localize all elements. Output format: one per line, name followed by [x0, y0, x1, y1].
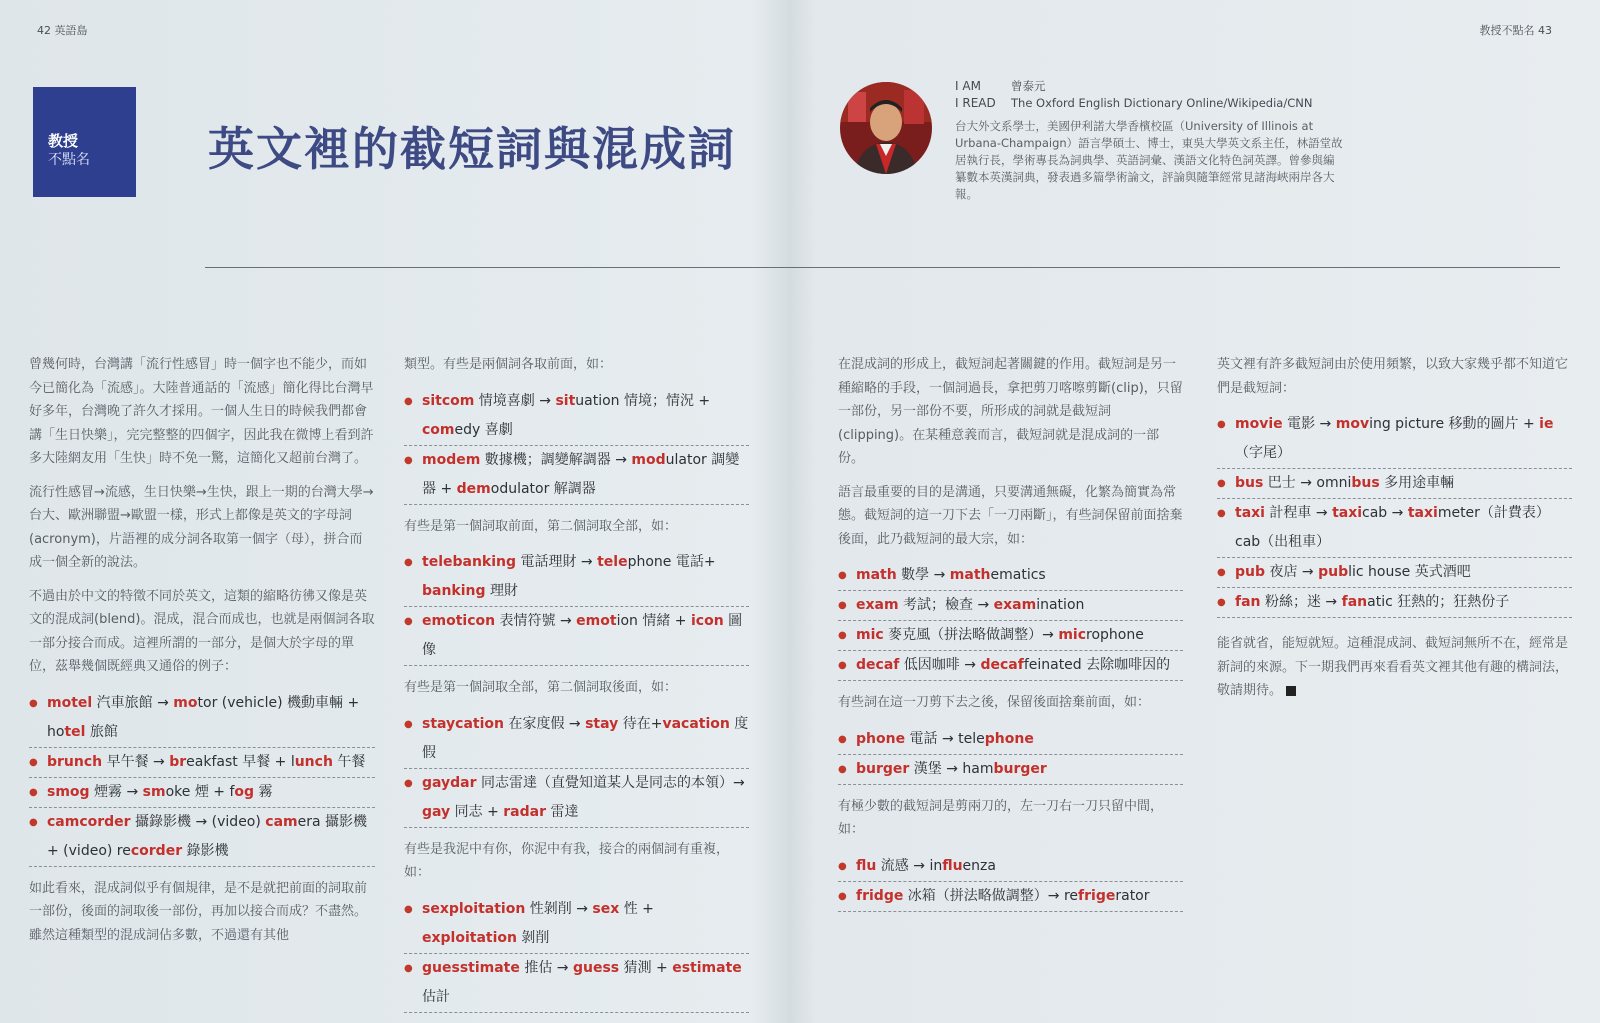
example-item: ● taxi 計程車 → taxicab → taximeter（計費表）cab（出租車）	[1217, 499, 1572, 558]
example-item: ● exam 考試；檢查 → examination	[838, 591, 1183, 621]
example-item: ● staycation 在家度假 → stay 待在+vacation 度假	[404, 710, 749, 769]
page-folio-right: 教授不點名 43	[1479, 24, 1552, 37]
author-name: 曾泰元	[1011, 79, 1046, 93]
example-item: ● guesstimate 推估 → guess 猜測 + estimate 估計	[404, 954, 749, 1013]
blend-example-list	[404, 710, 749, 828]
example-item: ● phone 電話 → telephone	[838, 725, 1183, 755]
column-3	[838, 353, 1183, 922]
example-item: ● sexploitation 性剝削 → sex 性 + exploitation 剝削	[404, 895, 749, 954]
column-2	[404, 353, 749, 1023]
example-item: ● bus 巴士 → omnibus 多用途車輛	[1217, 469, 1572, 499]
example-item: ● flu 流感 → influenza	[838, 852, 1183, 882]
blend-example-list	[404, 548, 749, 666]
example-item: ● fan 粉絲；迷 → fanatic 狂熱的；狂熱份子	[1217, 588, 1572, 618]
example-item: ● modem 數據機；調變解調器 → modulator 調變器 + demodulator 解調器	[404, 446, 749, 505]
paragraph: 如此看來，混成詞似乎有個規律，是不是就把前面的詞取前一部份，後面的詞取後一部份，再加以接合而成？不盡然。雖然這種類型的混成詞佔多數，不過還有其他	[29, 880, 368, 943]
paragraph	[1217, 632, 1572, 703]
paragraph: 流行性感冒→流感，生日快樂→生快，跟上一期的台灣大學→台大、歐洲聯盟→歐盟一樣，形式上都像是英文的字母詞(acronym)，片語裡的成分詞各取第一個字（母），拼合而成一個全新的說法。	[29, 484, 374, 570]
example-item: ● movie 電影 → moving picture 移動的圖片 + ie（字尾）	[1217, 410, 1572, 469]
author-i-am	[955, 78, 1345, 95]
example-item: ● burger 漢堡 → hamburger	[838, 755, 1183, 785]
example-item: ● smog 煙霧 → smoke 煙 + fog 霧	[29, 778, 375, 808]
closing-text: 能省就省，能短就短。這種混成詞、截短詞無所不在，經常是新詞的來源。下一期我們再來看看英文裡其他有趣的構詞法，敬請期待。	[1217, 636, 1569, 698]
clipping-example-list	[838, 561, 1183, 681]
paragraph: 有些是第一個詞取前面，第二個詞取全部，如：	[404, 518, 678, 534]
i-am-label: I AM	[955, 79, 981, 93]
example-item: ● camcorder 攝錄影機 → (video) camera 攝影機 + (video) recorder 錄影機	[29, 808, 375, 867]
paragraph: 在混成詞的形成上，截短詞起著關鍵的作用。截短詞是另一種縮略的手段，一個詞過長，拿把剪刀喀嚓剪斷(clip)，只留一部份，另一部份不要，所形成的詞就是截短詞(clipping)。在某種意義而言，截短詞就是混成詞的一部份。	[838, 357, 1183, 466]
header-divider	[205, 267, 1560, 268]
author-info	[955, 78, 1345, 203]
paragraph: 類型。有些是兩個詞各取前面，如：	[404, 357, 613, 372]
paragraph: 有極少數的截短詞是剪兩刀的，左一刀右一刀只留中間，如：	[838, 798, 1164, 837]
author-bio: 台大外文系學士，美國伊利諾大學香檳校區（University of Illinois at Urbana-Champaign）語言學碩士、博士，東吳大學英文系主任，林語堂故居執行長，學術專長為詞典學、英語詞彙、漢語文化特色詞英譯。曾參與編纂數本英漢詞典，發表過多篇學術論文，評論與隨筆經常見諸海峽兩岸各大報。	[955, 119, 1343, 201]
column-4	[1217, 353, 1572, 713]
end-mark-icon	[1286, 686, 1296, 696]
column-tag	[33, 87, 136, 197]
clipping-example-list	[1217, 410, 1572, 618]
page-folio-left: 42 英語島	[37, 24, 88, 37]
author-i-read	[955, 95, 1345, 112]
article-title: 英文裡的截短詞與混成詞	[208, 122, 736, 176]
author-photo	[840, 82, 932, 174]
example-item: ● decaf 低因咖啡 → decaffeinated 去除咖啡因的	[838, 651, 1183, 681]
example-item: ● mic 麥克風（拼法略做調整）→ microphone	[838, 621, 1183, 651]
paragraph: 有些詞在這一刀剪下去之後，保留後面捨棄前面，如：	[838, 695, 1151, 710]
clipping-example-list	[838, 725, 1183, 785]
blend-example-list	[29, 689, 375, 867]
paragraph: 語言最重要的目的是溝通，只要溝通無礙，化繁為簡實為常態。截短詞的這一刀下去「一刀兩斷」，有些詞保留前面捨棄後面，此乃截短詞的最大宗，如：	[838, 484, 1183, 547]
example-item: ● gaydar 同志雷達（直覺知道某人是同志的本領）→ gay 同志 + radar 雷達	[404, 769, 749, 828]
example-item: ● pub 夜店 → public house 英式酒吧	[1217, 558, 1572, 588]
example-item: ● math 數學 → mathematics	[838, 561, 1183, 591]
paragraph: 有些是我泥中有你，你泥中有我，接合的兩個詞有重複，如：	[404, 841, 730, 880]
paragraph: 不過由於中文的特徵不同於英文，這類的縮略彷彿又像是英文的混成詞(blend)。混成，混合而成也，也就是兩個詞各取一部分接合而成。這裡所謂的一部分，是個大於字母的單位，茲舉幾個既經典又通俗的例子：	[29, 588, 375, 674]
column-1	[29, 353, 375, 957]
example-item: ● fridge 冰箱（拼法略做調整）→ refrigerator	[838, 882, 1183, 912]
example-item: ● sitcom 情境喜劇 → situation 情境；情況 + comedy 喜劇	[404, 387, 749, 446]
i-read-label: I READ	[955, 96, 996, 110]
paragraph: 有些是第一個詞取全部，第二個詞取後面，如：	[404, 680, 678, 695]
blend-example-list	[404, 387, 749, 505]
paragraph: 英文裡有許多截短詞由於使用頻繁，以致大家幾乎都不知道它們是截短詞：	[1217, 357, 1569, 396]
example-item: ● motel 汽車旅館 → motor (vehicle) 機動車輛 + hotel 旅館	[29, 689, 375, 748]
column-tag-line2: 不點名	[48, 152, 90, 168]
author-reading: The Oxford English Dictionary Online/Wikipedia/CNN	[1011, 96, 1313, 110]
example-item: ● brunch 早午餐 → breakfast 早餐 + lunch 午餐	[29, 748, 375, 778]
clipping-example-list	[838, 852, 1183, 912]
blend-example-list	[404, 895, 749, 1013]
example-item: ● emoticon 表情符號 → emotion 情緒 + icon 圖像	[404, 607, 749, 666]
column-tag-line1: 教授	[48, 132, 79, 150]
paragraph: 曾幾何時，台灣講「流行性感冒」時一個字也不能少，而如今已簡化為「流感」。大陸普通話的「流感」簡化得比台灣早好多年，台灣晚了許久才採用。一個人生日的時候我們都會講「生日快樂」，完完整整的四個字，因此我在微博上看到許多大陸網友用「生快」時不免一驚，這簡化又超前台灣了。	[29, 357, 374, 466]
example-item: ● telebanking 電話理財 → telephone 電話+ banking 理財	[404, 548, 749, 607]
